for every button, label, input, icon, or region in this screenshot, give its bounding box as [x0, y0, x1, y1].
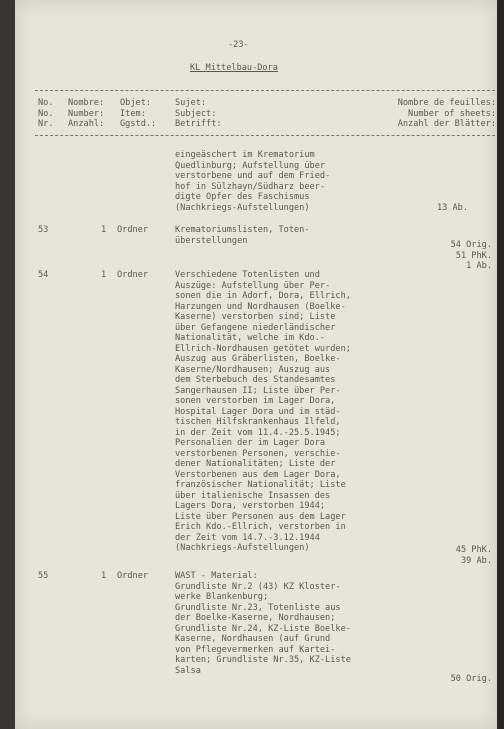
entry-subject-line: in der Zeit vom 11.4.-25.5.1945;	[175, 427, 341, 438]
entry-subject-line: Grundliste Nr.23, Totenliste aus	[175, 602, 341, 613]
continuation-line: eingeäschert im Krematorium	[175, 150, 315, 160]
entry-subject-line: Auszug aus Gräberlisten, Boelke-	[175, 354, 341, 364]
entry-subject-line: Verstorbenen aus dem Lager Dora,	[175, 469, 341, 480]
entry-sheets: 1 Ab.	[466, 261, 492, 271]
entry-subject-line: Salsa	[175, 665, 201, 676]
header-sheets-line: Anzahl der Blätter:	[397, 119, 496, 129]
header-col1-line: No.	[38, 108, 54, 119]
entry-subject-line: Kaserne) verstorben sind; Liste	[175, 312, 336, 322]
entry-subject-line: Grundliste Nr.2 (43) KZ Kloster-	[175, 581, 341, 592]
binding-edge	[0, 0, 15, 729]
entry-count: 1	[101, 270, 107, 280]
entry-subject-line: Krematoriumslisten, Toten-	[175, 225, 310, 235]
entry-number: 54	[38, 270, 49, 280]
entry-subject-line: WAST - Material:	[175, 571, 258, 581]
entry-subject-line: Erich Kdo.-Ellrich, verstorben in	[175, 522, 346, 532]
entry-subject-line: Sangerhausen II; Liste über Per-	[175, 385, 341, 396]
header-col4-line: Sujet:	[175, 98, 207, 108]
entry-item: Ordner	[117, 225, 149, 235]
page-number: -23-	[228, 40, 249, 50]
entry-subject-line: Kaserne/Nordhausen; Auszug aus	[175, 364, 331, 375]
entry-subject-line: tischen Hilfskrankenhaus Ilfeld,	[175, 417, 341, 427]
entry-subject-line: sonen die in Adorf, Dora, Ellrich,	[175, 291, 351, 301]
continuation-line: digte Opfer des Faschismus	[175, 192, 310, 202]
dashed-rule	[35, 90, 495, 91]
continuation-line: (Nachkriegs-Aufstellungen)	[175, 202, 310, 213]
entry-subject-line: überstellungen	[175, 235, 248, 246]
header-col2-line: Anzahl:	[68, 119, 105, 129]
entry-subject-line: verstorbenen Personen, verschie-	[175, 448, 341, 459]
entry-item: Ordner	[117, 270, 149, 280]
document-title: KL Mittelbau-Dora	[190, 63, 278, 73]
header-col4-line: Betrifft:	[175, 119, 222, 129]
header-col1-line: No.	[38, 98, 54, 108]
entry-subject-line: Harzungen und Nordhausen (Boelke-	[175, 301, 346, 312]
header-col4-line: Subject:	[175, 108, 217, 119]
entry-count: 1	[101, 571, 107, 581]
entry-subject-line: (Nachkriegs-Aufstellungen)	[175, 543, 310, 553]
header-col3-line: Ggstd.:	[120, 119, 157, 129]
continuation-line: Quedlinburg; Aufstellung über	[175, 160, 326, 171]
entry-subject-line: Personalien der im Lager Dora	[175, 438, 326, 448]
entry-subject-line: sonen verstorben im Lager Dora,	[175, 396, 336, 406]
entry-sheets: 45 PhK.	[455, 545, 492, 555]
entry-subject-line: werke Blankenburg;	[175, 592, 269, 602]
entry-subject-line: dem Sterbebuch des Standesamtes	[175, 375, 336, 385]
continuation-sheets: 13 Ab.	[436, 202, 468, 213]
entry-subject-line: Hospital Lager Dora und im städ-	[175, 406, 341, 417]
entry-subject-line: französischer Nationalität; Liste	[175, 480, 346, 490]
entry-subject-line: Auszüge: Aufstellung über Per-	[175, 280, 331, 291]
entry-number: 55	[38, 571, 49, 581]
entry-sheets: 50 Orig.	[450, 673, 492, 684]
continuation-line: hof in Sülzhayn/Südharz beer-	[175, 181, 326, 192]
entry-subject-line: Liste über Personen aus dem Lager	[175, 511, 346, 522]
entry-subject-line: Ellrich-Nordhausen getötet wurden;	[175, 343, 351, 354]
entry-subject-line: der Zeit vom 14.7.-3.12.1944	[175, 532, 320, 543]
entry-subject-line: von Pflegevermerken auf Kartei-	[175, 644, 336, 655]
entry-sheets: 51 PhK.	[455, 250, 492, 261]
header-sheets-line: Nombre de feuilles:	[397, 98, 496, 108]
entry-subject-line: Grundliste Nr.24, KZ-Liste Boelke-	[175, 623, 351, 634]
entry-subject-line: Kaserne, Nordhausen (auf Grund	[175, 634, 331, 644]
entry-number: 53	[38, 225, 49, 235]
continuation-line: verstorbene und auf dem Fried-	[175, 171, 331, 181]
header-col2-line: Number:	[68, 108, 105, 119]
dashed-rule	[35, 135, 495, 136]
entry-subject-line: der Boelke-Kaserne, Nordhausen;	[175, 613, 336, 623]
entry-subject-line: Nationalität, welche im Kdo.-	[175, 333, 326, 343]
header-col3-line: Item:	[120, 108, 146, 119]
entry-item: Ordner	[117, 571, 149, 581]
header-col3-line: Objet:	[120, 98, 152, 108]
entry-sheets: 39 Ab.	[460, 555, 492, 566]
entry-subject-line: Verschiedene Totenlisten und	[175, 270, 320, 280]
entry-subject-line: über italienische Insassen des	[175, 490, 331, 501]
entry-sheets: 54 Orig.	[450, 240, 492, 250]
entry-subject-line: karten; Grundliste Nr.35, KZ-Liste	[175, 655, 351, 665]
entry-subject-line: Lagers Dora, verstorben 1944;	[175, 501, 326, 511]
header-sheets-line: Number of sheets:	[408, 108, 496, 119]
entry-subject-line: über Gefangene niederländischer	[175, 322, 336, 333]
header-col2-line: Nombre:	[68, 98, 105, 108]
entry-count: 1	[101, 225, 107, 235]
entry-subject-line: dener Nationalitäten; Liste der	[175, 459, 336, 469]
header-col1-line: Nr.	[38, 119, 54, 129]
